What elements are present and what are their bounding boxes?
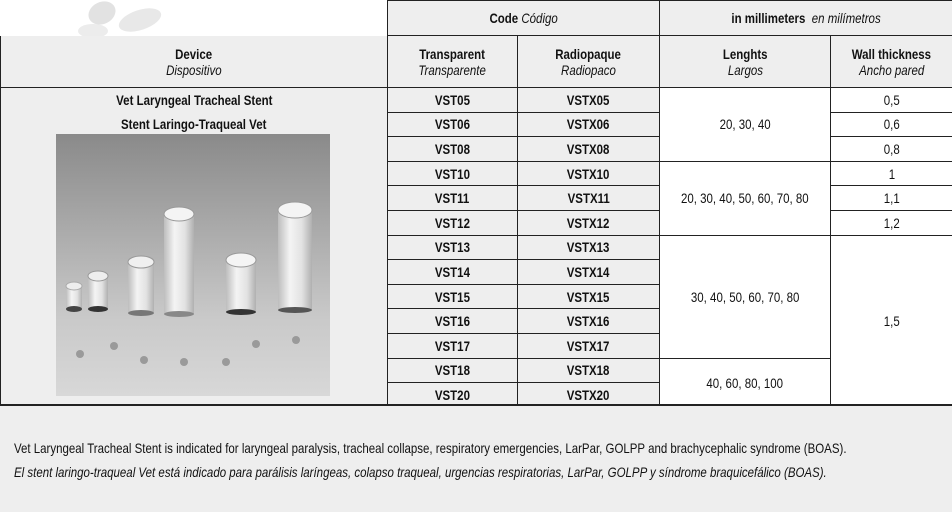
transparent-col-label-es: Transparente [418,61,487,78]
radiopaque-code: VSTX20 [518,383,660,408]
transparent-code: VST11 [388,186,518,211]
radiopaque-code: VSTX13 [518,235,660,260]
transparent-code: VST12 [388,210,518,235]
code-header [388,1,660,36]
stent-ml [226,253,256,315]
lengths-col-label: Lenghts [722,45,768,62]
transparent-code: VST15 [388,284,518,309]
wall-cell: 0,8 [831,137,952,162]
transparent-code: VST17 [388,333,518,358]
indication-text-es: El stent laringo-traqueal Vet está indicado para parálisis laríngeas, colapso traqueal, urgencias respiratorias, LarPar, GOLPP y síndrome braquicefálico (BOAS). [14,464,827,480]
radiopaque-code: VSTX05 [518,88,660,113]
radiopaque-col-label-es: Radiopaco [561,61,616,78]
code-label-es: Código [521,10,558,26]
units-header [660,1,952,36]
wall-column-header [831,36,952,88]
transparent-code: VST18 [388,358,518,383]
transparent-code: VST16 [388,309,518,334]
transparent-col-label: Transparent [419,45,486,62]
lengths-col-label-es: Largos [727,61,763,78]
transparent-code: VST20 [388,383,518,408]
radiopaque-code: VSTX16 [518,309,660,334]
brand-logo-watermark [0,0,387,36]
radiopaque-column-header [518,36,660,88]
stent-s [88,271,108,312]
device-column-header [1,36,388,88]
radiopaque-code: VSTX15 [518,284,660,309]
indication-text-en: Vet Laryngeal Tracheal Stent is indicated for laryngeal paralysis, tracheal collapse, respiratory emergencies, LarPar, GOLPP and brachycephalic syndrome (BOAS). [14,440,847,456]
device-col-label-es: Dispositivo [166,61,222,78]
indication-footer [0,404,952,512]
wall-cell: 1,1 [831,186,952,211]
transparent-column-header [388,36,518,88]
device-col-label: Device [175,45,213,62]
radiopaque-code: VSTX10 [518,161,660,186]
wall-cell: 1,5 [831,235,952,407]
transparent-code: VST06 [388,112,518,137]
radiopaque-code: VSTX12 [518,210,660,235]
units-label-es: en milímetros [811,10,881,26]
transparent-code: VST14 [388,260,518,285]
wall-cell: 1 [831,161,952,186]
lengths-cell: 40, 60, 80, 100 [660,358,831,407]
transparent-code: VST08 [388,137,518,162]
lengths-cell: 20, 30, 40, 50, 60, 70, 80 [660,161,831,235]
radiopaque-code: VSTX18 [518,358,660,383]
stents-illustration [56,134,330,396]
units-label: in millimeters [731,10,806,26]
lengths-cell: 20, 30, 40 [660,88,831,162]
wall-cell: 1,2 [831,210,952,235]
lengths-column-header [660,36,831,88]
device-name-es: Stent Laringo-Traqueal Vet [121,116,267,132]
stent-m [128,256,154,316]
device-name-en: Vet Laryngeal Tracheal Stent [115,92,273,108]
radiopaque-col-label: Radiopaque [555,45,622,62]
wall-cell: 0,5 [831,88,952,113]
radiopaque-code: VSTX08 [518,137,660,162]
stent-xs [66,282,82,312]
paw-prints [76,336,300,366]
radiopaque-code: VSTX06 [518,112,660,137]
radiopaque-code: VSTX17 [518,333,660,358]
wall-col-label: Wall thickness [851,45,932,62]
code-label: Code [489,10,519,26]
transparent-code: VST13 [388,235,518,260]
transparent-code: VST10 [388,161,518,186]
wall-col-label-es: Ancho pared [858,61,925,78]
radiopaque-code: VSTX11 [518,186,660,211]
product-photo [56,134,330,396]
table-row [1,88,952,113]
wall-cell: 0,6 [831,112,952,137]
lengths-cell: 30, 40, 50, 60, 70, 80 [660,235,831,358]
radiopaque-code: VSTX14 [518,260,660,285]
stent-l [164,207,194,317]
transparent-code: VST05 [388,88,518,113]
stent-xl [278,202,312,313]
device-cell [1,88,388,408]
